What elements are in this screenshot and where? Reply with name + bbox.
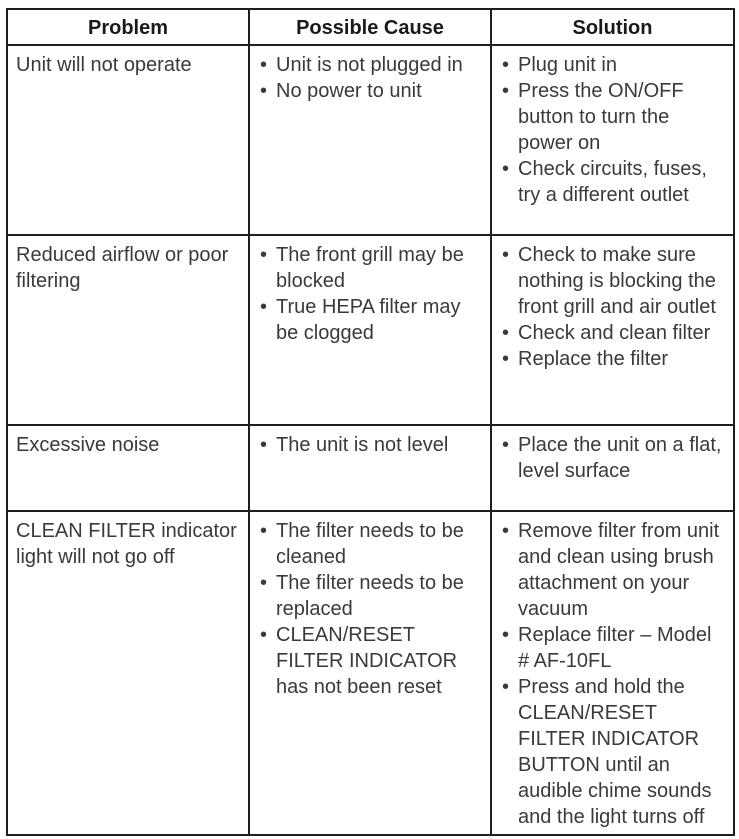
list-item [500, 78, 725, 156]
list-item [258, 622, 482, 700]
list-item-text: True HEPA filter may be clogged [276, 296, 461, 344]
solution-cell [491, 235, 734, 425]
solution-list [500, 52, 725, 208]
list-item [258, 518, 482, 570]
list-item-text: The front grill may be blocked [276, 244, 464, 292]
bullet-icon: • [260, 80, 268, 102]
solution-cell [491, 45, 734, 235]
bullet-icon: • [260, 624, 268, 646]
bullet-icon: • [260, 54, 268, 76]
bullet-icon: • [502, 244, 510, 266]
bullet-icon: • [260, 434, 268, 456]
problem-cell: Reduced airflow or poor filtering [7, 235, 249, 425]
bullet-icon: • [502, 80, 510, 102]
table-row [7, 45, 734, 235]
solution-cell [491, 425, 734, 511]
list-item [500, 674, 725, 830]
bullet-icon: • [260, 520, 268, 542]
list-item-text: The unit is not level [276, 434, 449, 456]
list-item [500, 518, 725, 622]
cause-list [258, 518, 482, 700]
header-solution: Solution [491, 9, 734, 45]
list-item [500, 346, 725, 372]
list-item [500, 242, 725, 320]
cause-cell [249, 511, 491, 835]
bullet-icon: • [502, 348, 510, 370]
bullet-icon: • [502, 676, 510, 698]
header-problem: Problem [7, 9, 249, 45]
list-item-text: The filter needs to be cleaned [276, 520, 464, 568]
bullet-icon: • [502, 322, 510, 344]
list-item-text: Check circuits, fuses, try a different outlet [518, 158, 707, 206]
table-row [7, 425, 734, 511]
list-item-text: Press the ON/OFF button to turn the power on [518, 80, 684, 154]
list-item [258, 570, 482, 622]
cause-cell [249, 45, 491, 235]
cause-list [258, 242, 482, 346]
cause-cell [249, 425, 491, 511]
list-item-text: Check and clean filter [518, 322, 711, 344]
bullet-icon: • [260, 572, 268, 594]
table-row [7, 511, 734, 835]
cause-list [258, 432, 482, 458]
bullet-icon: • [502, 158, 510, 180]
solution-list [500, 518, 725, 830]
list-item [258, 52, 482, 78]
problem-cell: CLEAN FILTER indicator light will not go off [7, 511, 249, 835]
problem-cell: Unit will not operate [7, 45, 249, 235]
bullet-icon: • [260, 296, 268, 318]
list-item-text: The filter needs to be replaced [276, 572, 464, 620]
list-item [258, 294, 482, 346]
problem-cell: Excessive noise [7, 425, 249, 511]
cause-list [258, 52, 482, 104]
list-item-text: Plug unit in [518, 54, 617, 76]
list-item-text: Remove filter from unit and clean using brush attachment on your vacuum [518, 520, 720, 620]
header-possible-cause: Possible Cause [249, 9, 491, 45]
header-row [7, 9, 734, 45]
list-item [258, 432, 482, 458]
bullet-icon: • [502, 624, 510, 646]
solution-list [500, 432, 725, 484]
list-item-text: Place the unit on a flat, level surface [518, 434, 722, 482]
bullet-icon: • [502, 434, 510, 456]
list-item-text: CLEAN/RESET FILTER INDICATOR has not been reset [276, 624, 458, 698]
list-item-text: Check to make sure nothing is blocking the front grill and air outlet [518, 244, 716, 318]
list-item [500, 156, 725, 208]
list-item [258, 242, 482, 294]
list-item-text: Replace the filter [518, 348, 669, 370]
troubleshooting-table-container [6, 8, 733, 836]
table-row [7, 235, 734, 425]
bullet-icon: • [502, 54, 510, 76]
list-item [500, 52, 725, 78]
list-item [500, 622, 725, 674]
cause-cell [249, 235, 491, 425]
list-item-text: Replace filter – Model # AF-10FL [518, 624, 712, 672]
bullet-icon: • [260, 244, 268, 266]
list-item [500, 320, 725, 346]
solution-cell [491, 511, 734, 835]
list-item [258, 78, 482, 104]
solution-list [500, 242, 725, 372]
list-item-text: No power to unit [276, 80, 422, 102]
bullet-icon: • [502, 520, 510, 542]
list-item-text: Press and hold the CLEAN/RESET FILTER INDICATOR BUTTON until an audible chime sounds and the light turns off [518, 676, 712, 828]
list-item-text: Unit is not plugged in [276, 54, 463, 76]
list-item [500, 432, 725, 484]
troubleshooting-table [6, 8, 735, 836]
